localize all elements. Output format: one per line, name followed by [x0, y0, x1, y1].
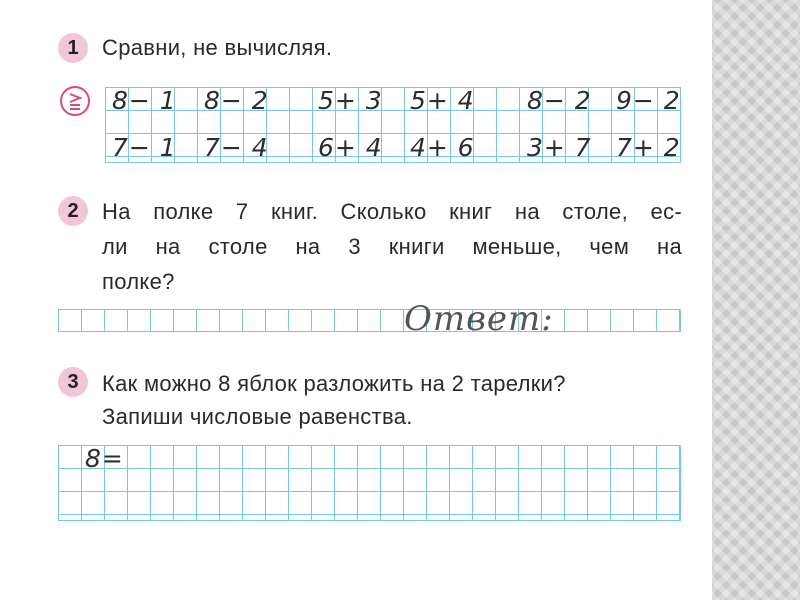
task-1-title: Сравни, не вычисляя.: [102, 35, 333, 60]
compare-signs-icon: [60, 86, 90, 116]
expression-2-6: 7+ 2: [616, 133, 681, 162]
expression-2-2: 7− 4: [204, 133, 269, 162]
expression-1-1: 8− 1: [112, 86, 177, 115]
task-3-badge: 3: [58, 367, 88, 397]
expression-1-5: 8− 2: [527, 86, 592, 115]
task-3-grid: [58, 445, 681, 521]
task-3-line-2: Запиши числовые равенства.: [102, 404, 413, 429]
task-3-start-expression: 8=: [85, 444, 124, 473]
task-1-badge: 1: [58, 33, 88, 63]
expression-1-6: 9− 2: [616, 86, 681, 115]
expression-1-3: 5+ 3: [318, 86, 383, 115]
task-2-line-3: полке?: [102, 269, 175, 294]
decorative-side-pattern: [712, 0, 800, 600]
expression-1-2: 8− 2: [204, 86, 269, 115]
task-3-line-1: Как можно 8 яблок разложить на 2 тарелки?: [102, 371, 566, 396]
expression-2-1: 7− 1: [112, 133, 177, 162]
answer-label: Ответ:: [404, 299, 554, 339]
task-2-line-2: ли на столе на 3 книги меньше, чем на: [102, 234, 682, 259]
task-1-grid: [105, 87, 681, 163]
expression-2-5: 3+ 7: [527, 133, 592, 162]
expression-1-4: 5+ 4: [410, 86, 475, 115]
task-2-answer-grid: [58, 309, 681, 332]
task-2-line-1: На полке 7 книг. Сколько книг на столе, ес-: [102, 199, 682, 224]
expression-2-3: 6+ 4: [318, 133, 383, 162]
expression-2-4: 4+ 6: [410, 133, 475, 162]
task-2-badge: 2: [58, 196, 88, 226]
